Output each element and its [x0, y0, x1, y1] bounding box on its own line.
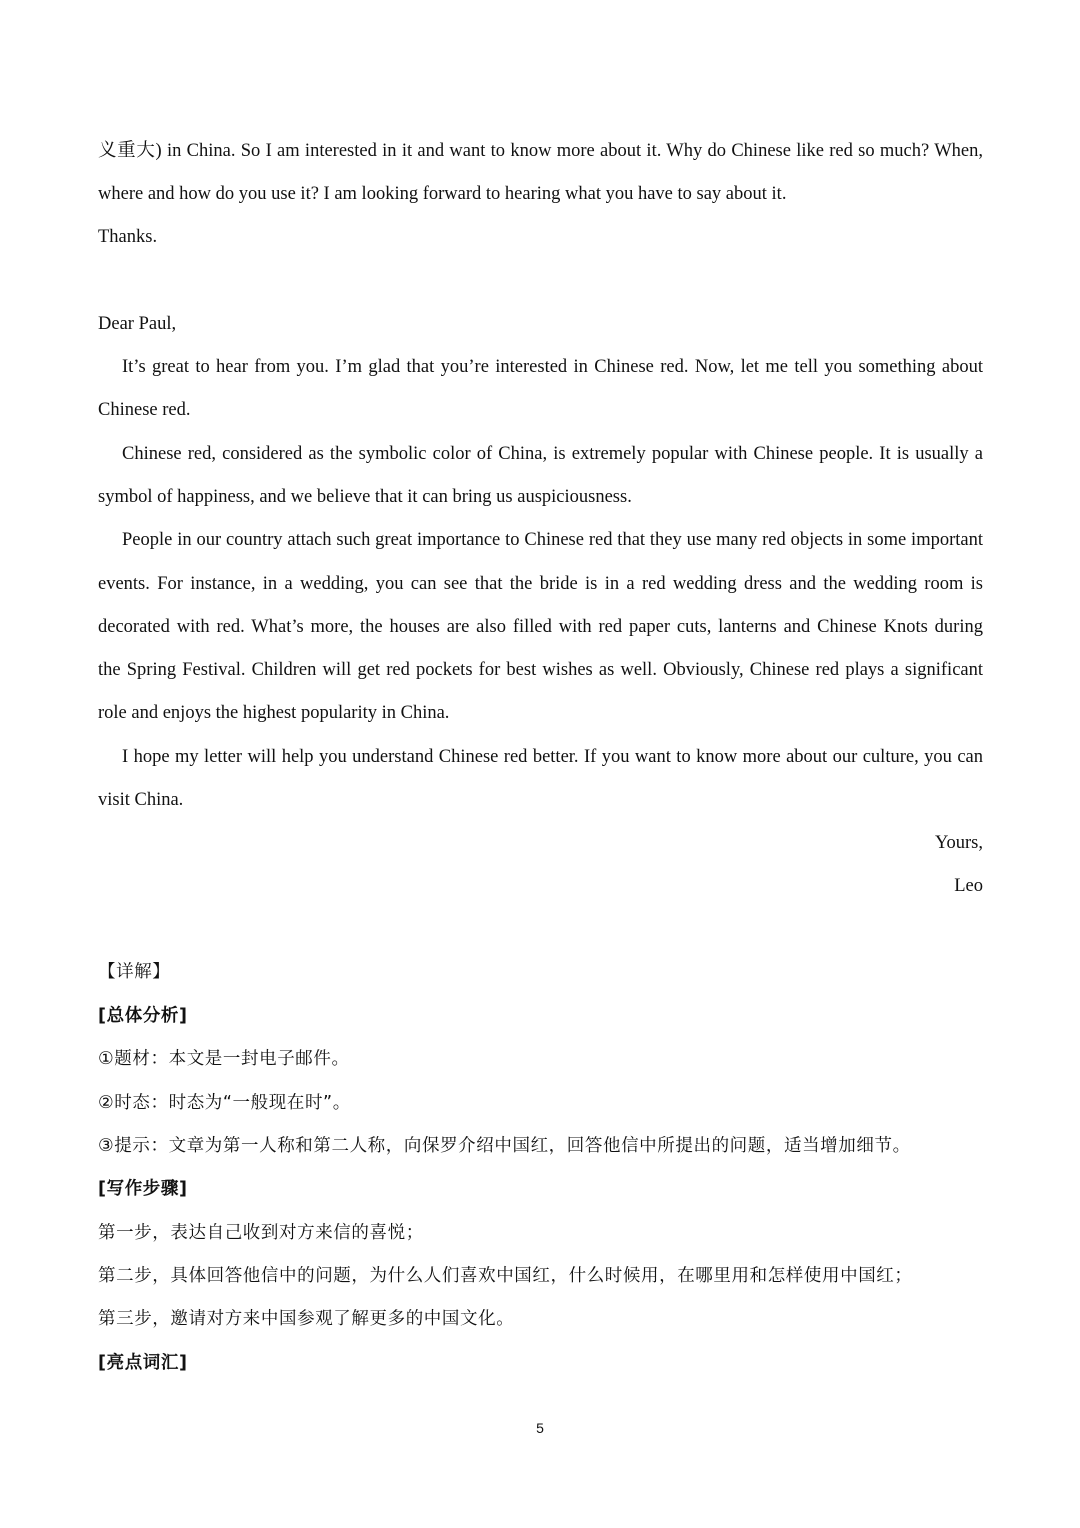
reply-paragraph-line: People in our country attach such great importance to Chinese red that they use many red objects in some important [122, 530, 983, 550]
writing-step: 第一步，表达自己收到对方来信的喜悦； [98, 1223, 424, 1243]
explanation-heading: 【详解】 [98, 962, 171, 982]
reply-paragraph-line: decorated with red. What’s more, the houses are also filled with red paper cuts, lanterns and Chinese Knots during [98, 617, 983, 637]
analysis-item: ①题材：本文是一封电子邮件。 [98, 1049, 350, 1069]
reply-paragraph-line: I hope my letter will help you understand Chinese red better. If you want to know more about our culture, you can [122, 747, 983, 767]
letter-line: Thanks. [98, 227, 158, 247]
reply-paragraph-line: events. For instance, in a wedding, you can see that the bride is in a red wedding dress and the wedding room is [98, 574, 983, 594]
letter-line: 义重大) in China. So I am interested in it and want to know more about it. Why do Chinese like red so much? When, [98, 141, 983, 161]
letter-line: where and how do you use it? I am looking forward to hearing what you have to say about it. [98, 184, 787, 204]
reply-paragraph-line: It’s great to hear from you. I’m glad that you’re interested in Chinese red. Now, let me tell you something about [122, 357, 983, 377]
reply-paragraph-line: symbol of happiness, and we believe that it can bring us auspiciousness. [98, 487, 632, 507]
analysis-item: ②时态：时态为“一般现在时”。 [98, 1093, 351, 1113]
reply-closing: Yours, [935, 833, 983, 853]
writing-step: 第三步，邀请对方来中国参观了解更多的中国文化。 [98, 1309, 515, 1329]
highlight-vocab-heading: [亮点词汇] [98, 1353, 188, 1373]
analysis-item: ③提示：文章为第一人称和第二人称，向保罗介绍中国红，回答他信中所提出的问题，适当增加细节。 [98, 1136, 911, 1156]
reply-signature: Leo [954, 876, 983, 896]
reply-greeting: Dear Paul, [98, 314, 177, 334]
writing-step: 第二步，具体回答他信中的问题，为什么人们喜欢中国红，什么时候用，在哪里用和怎样使用中国红； [98, 1266, 913, 1286]
reply-paragraph-line: the Spring Festival. Children will get red pockets for best wishes as well. Obviously, Chinese red plays a significant [98, 660, 983, 680]
writing-steps-heading: [写作步骤] [98, 1179, 188, 1199]
page-number: 5 [536, 1420, 544, 1436]
reply-paragraph-line: Chinese red, considered as the symbolic color of China, is extremely popular with Chinese people. It is usually a [122, 444, 983, 464]
reply-paragraph-line: Chinese red. [98, 400, 191, 420]
overall-analysis-heading: [总体分析] [98, 1006, 188, 1026]
reply-paragraph-line: visit China. [98, 790, 184, 810]
reply-paragraph-line: role and enjoys the highest popularity in China. [98, 703, 450, 723]
